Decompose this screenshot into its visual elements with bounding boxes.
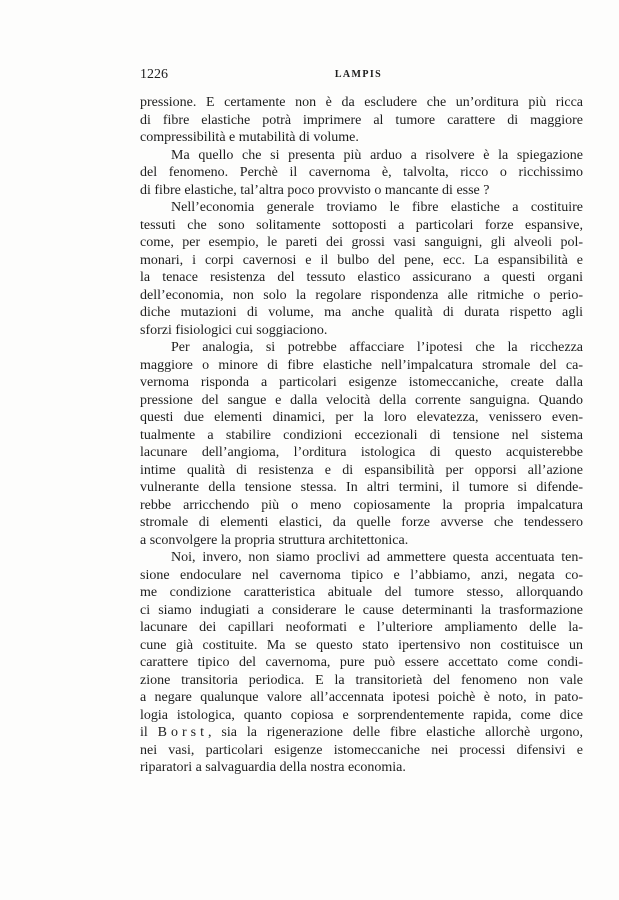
paragraph xyxy=(140,199,583,339)
page-header xyxy=(140,66,583,84)
paragraph xyxy=(140,147,583,200)
running-title: LAMPIS xyxy=(334,69,383,80)
text-line: carattere tipico del cavernoma, pure può essere accettato come condi- xyxy=(140,655,583,670)
text-line: maggiore o minore di fibre elastiche nell’impalcatura stromale del ca- xyxy=(140,357,583,373)
text-line: vernoma risponda a particolari esigenze istomeccaniche, create dalla xyxy=(140,375,583,390)
text-line: logia istologica, quanto copiosa e sorprendentemente rapida, come dice xyxy=(140,707,583,723)
text-line: di fibre elastiche, tal’altra poco provvisto o mancante di esse ? xyxy=(140,182,490,198)
text-line: diche mutazioni di volume, ma anche qualità di durata rispetto agli xyxy=(140,305,583,320)
text-line: questi due elementi dinamici, per la loro elevatezza, venissero even- xyxy=(140,410,583,425)
text-line: Noi, invero, non siamo proclivi ad ammettere questa accentuata ten- xyxy=(171,550,583,565)
text-line: nei vasi, particolari esigenze istomeccaniche nei processi difensivi e xyxy=(140,742,583,758)
text-line: me condizione caratteristica abituale del tumore stesso, allorquando xyxy=(140,585,583,600)
text-line: pressione. E certamente non è da escludere che un’orditura più ricca xyxy=(140,95,583,110)
body-text xyxy=(140,94,583,777)
text-line: dell’economia, non solo la regolare rispondenza alle ritmiche o perio- xyxy=(140,287,583,303)
text-line: lacunare dell’angioma, l’orditura istologica di questo acquisterebbe xyxy=(140,445,583,460)
text-line: vulnerante della tensione stessa. In altri termini, il tumore si difende- xyxy=(140,480,583,495)
text-line: cune già costituite. Ma se questo stato ipertensivo non costituisce un xyxy=(140,637,583,653)
text-segment: il xyxy=(140,725,158,740)
text-line: la tenace resistenza del tessuto elastico assicurano a questi organi xyxy=(140,270,583,285)
page-number: 1226 xyxy=(140,67,168,82)
text-line: tessuti che sono solitamente sottoposti a particolari forze espansive, xyxy=(140,217,583,233)
text-line: sforzi fisiologici cui soggiaciono. xyxy=(140,322,328,338)
text-line: compressibilità e mutabilità di volume. xyxy=(140,130,359,145)
paragraph xyxy=(140,339,583,549)
text-line: di fibre elastiche potrà imprimere al tumore carattere di maggiore xyxy=(140,112,583,128)
text-line: lacunare dei capillari neoformati e l’ulteriore ampliamento delle la- xyxy=(140,620,583,635)
text-line: tualmente a stabilire condizioni eccezionali di tensione nel sistema xyxy=(140,427,583,443)
text-line: intime qualità di resistenza e di espansibilità per opporsi all’azione xyxy=(140,462,583,478)
text-line: pressione del sangue e dalla velocità della corrente sanguigna. Quando xyxy=(140,392,583,408)
paragraph xyxy=(140,94,583,147)
text-line: a negare qualunque valore all’accennata ipotesi poichè è noto, in pato- xyxy=(140,690,583,705)
text-line: come, per esempio, le pareti dei grossi vasi sanguigni, gli alveoli pol- xyxy=(140,235,583,250)
text-line: stromale di elementi elastici, da quelle forze avverse che tendessero xyxy=(140,515,583,530)
text-line: a sconvolgere la propria struttura architettonica. xyxy=(140,532,409,548)
text-line: ci siamo indugiati a considerare le cause determinanti la trasformazione xyxy=(140,602,583,618)
author-name-spaced: Borst xyxy=(157,725,209,740)
text-line: zione transitoria periodica. E la transitorietà del fenomeno non vale xyxy=(140,672,583,688)
text-line: riparatori a salvaguardia della nostra economia. xyxy=(140,760,406,775)
text-line xyxy=(140,724,583,742)
text-segment: , sia la rigenerazione delle fibre elastiche allorchè urgono, xyxy=(208,725,583,740)
text-line: rebbe arricchendo più o meno copiosamente la propria impalcatura xyxy=(140,497,583,513)
text-line: del fenomeno. Perchè il cavernoma è, talvolta, ricco o ricchissimo xyxy=(140,165,583,180)
text-line: Ma quello che si presenta più arduo a risolvere è la spiegazione xyxy=(171,147,583,163)
text-line: monari, i corpi cavernosi e il bulbo del pene, ecc. La espansibilità e xyxy=(140,252,583,268)
text-line: Per analogia, si potrebbe affacciare l’ipotesi che la ricchezza xyxy=(171,340,583,355)
paragraph xyxy=(140,549,583,777)
text-line: sione endoculare nel cavernoma tipico e l’abbiamo, anzi, negata co- xyxy=(140,567,583,583)
text-line: Nell’economia generale troviamo le fibre elastiche a costituire xyxy=(171,200,583,215)
